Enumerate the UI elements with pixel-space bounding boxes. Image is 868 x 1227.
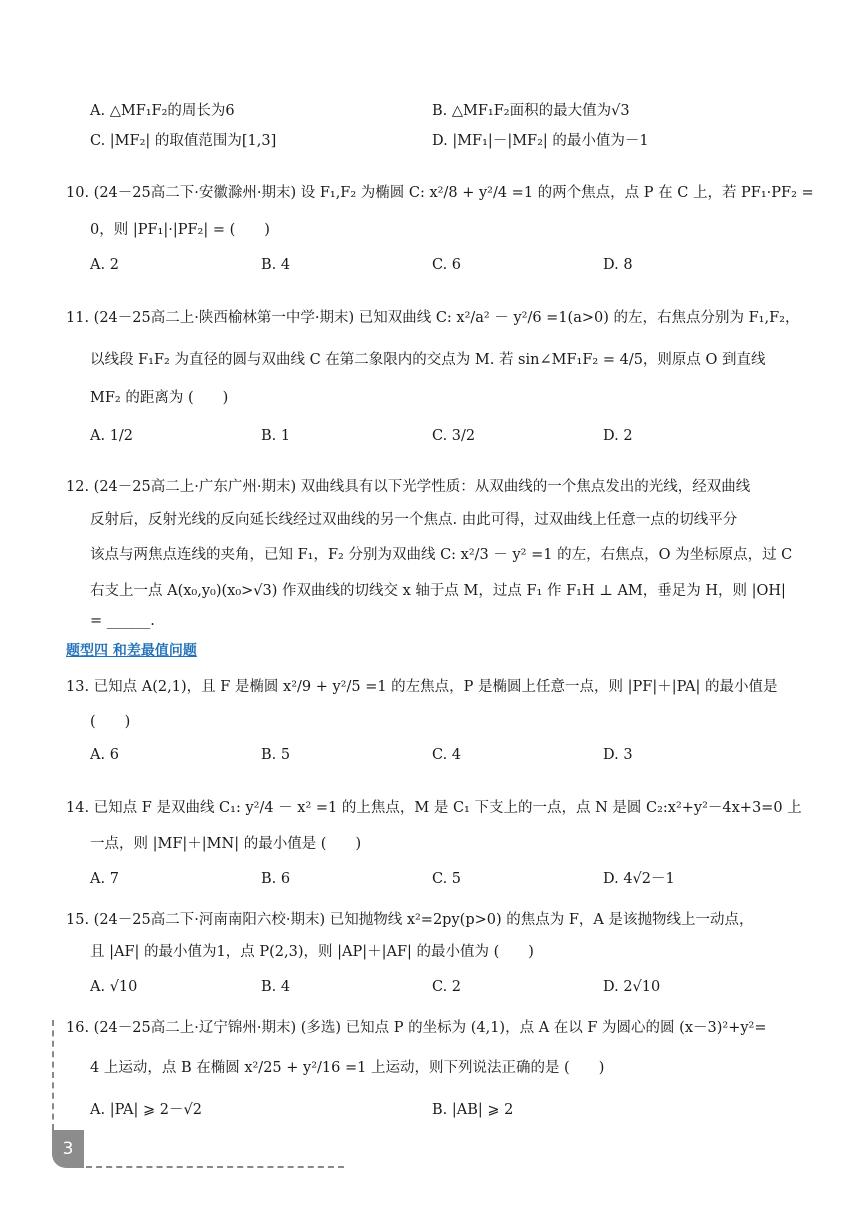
- q11-text-line2: 以线段 F₁F₂ 为直径的圆与双曲线 C 在第二象限内的交点为 M. 若 sin∠MF₁F₂ = 4/5，则原点 O 到直线: [90, 352, 766, 368]
- q10-option-d: D. 8: [603, 257, 633, 273]
- q10-option-c: C. 6: [432, 257, 462, 273]
- q15-option-d: D. 2√10: [603, 979, 661, 995]
- q12-text-line1: 12. (24－25高二上·广东广州·期末) 双曲线具有以下光学性质：从双曲线的一个焦点发出的光线，经双曲线: [66, 479, 751, 495]
- q9-option-a: A. △MF₁F₂的周长为6: [90, 103, 235, 119]
- dashed-footer-line: [86, 1166, 344, 1168]
- q13-option-b: B. 5: [261, 747, 291, 763]
- q11-option-d: D. 2: [603, 428, 633, 444]
- q15-option-a: A. √10: [90, 979, 138, 995]
- q12-text-line4: 右支上一点 A(x₀,y₀)(x₀>√3) 作双曲线的切线交 x 轴于点 M，过点 F₁ 作 F₁H ⊥ AM，垂足为 H，则 |OH|: [90, 583, 786, 599]
- q11-option-c: C. 3/2: [432, 428, 476, 444]
- section-title: 题型四 和差最值问题: [66, 643, 197, 659]
- q13-option-c: C. 4: [432, 747, 462, 763]
- q11-option-b: B. 1: [261, 428, 291, 444]
- q9-option-b: B. △MF₁F₂面积的最大值为√3: [432, 103, 630, 119]
- q14-option-a: A. 7: [90, 871, 119, 887]
- q16-option-b: B. |AB| ⩾ 2: [432, 1102, 514, 1118]
- q16-text-line2: 4 上运动，点 B 在椭圆 x²/25 + y²/16 =1 上运动，则下列说法正确的是 ( ): [90, 1060, 605, 1076]
- q13-option-a: A. 6: [90, 747, 119, 763]
- q16-text-line1: 16. (24－25高二上·辽宁锦州·期末) (多选) 已知点 P 的坐标为 (4,1)，点 A 在以 F 为圆心的圆 (x－3)²+y²=: [66, 1020, 767, 1036]
- dashed-margin-line: [52, 1020, 54, 1130]
- q13-text-line1: 13. 已知点 A(2,1)，且 F 是椭圆 x²/9 + y²/5 =1 的左焦点，P 是椭圆上任意一点，则 |PF|＋|PA| 的最小值是: [66, 679, 778, 695]
- q14-option-c: C. 5: [432, 871, 462, 887]
- q15-text-line1: 15. (24－25高二下·河南南阳六校·期末) 已知抛物线 x²=2py(p>0) 的焦点为 F，A 是该抛物线上一动点，: [66, 912, 754, 928]
- q13-option-d: D. 3: [603, 747, 633, 763]
- q12-text-line2: 反射后，反射光线的反向延长线经过双曲线的另一个焦点. 由此可得，过双曲线上任意一点的切线平分: [90, 512, 738, 528]
- q11-text-line3: MF₂ 的距离为 ( ): [90, 390, 229, 406]
- q13-text-line2: ( ): [90, 714, 131, 730]
- q11-option-a: A. 1/2: [90, 428, 134, 444]
- q15-text-line2: 且 |AF| 的最小值为1，点 P(2,3)，则 |AP|＋|AF| 的最小值为 ( ): [90, 944, 534, 960]
- q9-option-d: D. |MF₁|－|MF₂| 的最小值为－1: [432, 133, 649, 149]
- q12-text-line5: = ______.: [90, 613, 155, 629]
- q16-option-a: A. |PA| ⩾ 2－√2: [90, 1102, 202, 1118]
- q14-option-b: B. 6: [261, 871, 291, 887]
- q11-text-line1: 11. (24－25高二上·陕西榆林第一中学·期末) 已知双曲线 C: x²/a² － y²/6 =1(a>0) 的左，右焦点分别为 F₁,F₂，: [66, 310, 800, 326]
- q14-option-d: D. 4√2－1: [603, 871, 675, 887]
- q12-text-line3: 该点与两焦点连线的夹角，已知 F₁，F₂ 分别为双曲线 C: x²/3 － y² =1 的左，右焦点，O 为坐标原点，过 C: [90, 547, 793, 563]
- q14-text-line1: 14. 已知点 F 是双曲线 C₁: y²/4 － x² =1 的上焦点，M 是 C₁ 下支上的一点，点 N 是圆 C₂:x²+y²－4x+3=0 上: [66, 800, 802, 816]
- q14-text-line2: 一点，则 |MF|＋|MN| 的最小值是 ( ): [90, 836, 362, 852]
- q10-text-line1: 10. (24－25高二下·安徽滁州·期末) 设 F₁,F₂ 为椭圆 C: x²/8 + y²/4 =1 的两个焦点，点 P 在 C 上，若 PF₁·PF₂ =: [66, 185, 814, 201]
- q10-option-a: A. 2: [90, 257, 119, 273]
- q10-option-b: B. 4: [261, 257, 291, 273]
- q15-option-c: C. 2: [432, 979, 462, 995]
- q9-option-c: C. |MF₂| 的取值范围为[1,3]: [90, 133, 277, 149]
- page-number: 3: [52, 1130, 84, 1168]
- q10-text-line2: 0，则 |PF₁|·|PF₂| = ( ): [90, 222, 270, 238]
- q15-option-b: B. 4: [261, 979, 291, 995]
